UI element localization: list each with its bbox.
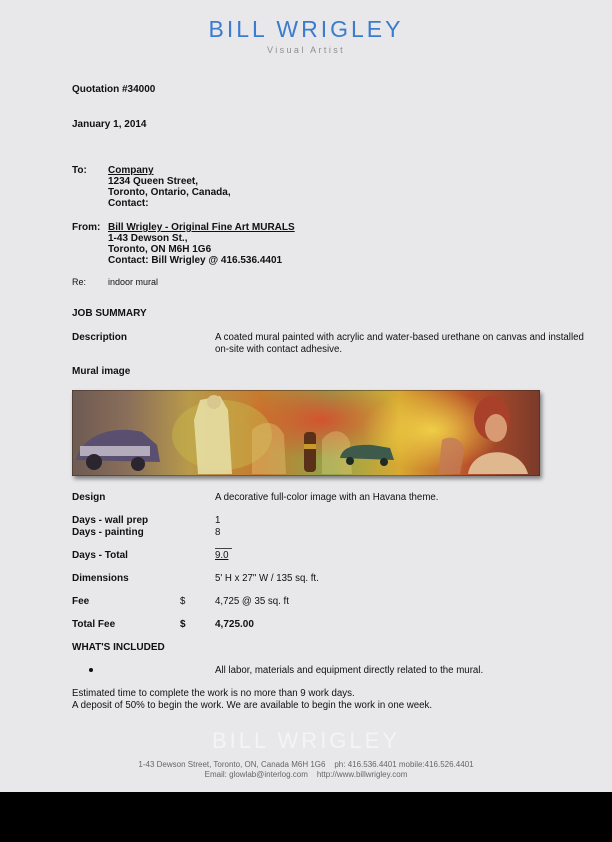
design-value: A decorative full-color image with an Havana theme. xyxy=(215,492,439,503)
to-company: Company xyxy=(108,165,154,176)
mural-image xyxy=(72,390,540,476)
note-estimated-time: Estimated time to complete the work is no more than 9 work days. xyxy=(72,688,355,699)
from-address-line2: Toronto, ON M6H 1G6 xyxy=(108,244,212,255)
dimensions-label: Dimensions xyxy=(72,573,129,584)
job-summary-heading: JOB SUMMARY xyxy=(72,308,147,319)
total-fee-value: 4,725.00 xyxy=(215,619,254,630)
quotation-date: January 1, 2014 xyxy=(72,119,147,130)
from-contact: Contact: Bill Wrigley @ 416.536.4401 xyxy=(108,255,283,266)
footer-address: 1-43 Dewson Street, Toronto, ON, Canada M6H 1G6 xyxy=(138,760,326,769)
description-line2: on-site with contact adhesive. xyxy=(215,344,343,355)
total-fee-currency: $ xyxy=(180,619,186,630)
from-name: Bill Wrigley - Original Fine Art MURALS xyxy=(108,222,295,233)
re-value: indoor mural xyxy=(108,277,159,287)
to-address-line2: Toronto, Ontario, Canada, xyxy=(108,187,231,198)
fee-value: 4,725 @ 35 sq. ft xyxy=(215,596,289,607)
days-wall-prep-label: Days - wall prep xyxy=(72,515,149,526)
total-fee-label: Total Fee xyxy=(72,619,116,630)
days-painting-label: Days - painting xyxy=(72,527,144,538)
footer-web-line xyxy=(0,770,612,779)
re-label: Re: xyxy=(72,277,87,287)
footer-contact-line xyxy=(0,760,612,769)
days-total-value: 9.0 xyxy=(215,550,229,561)
mural-image-label: Mural image xyxy=(72,366,131,377)
bottom-bar xyxy=(0,792,612,842)
included-item: All labor, materials and equipment directly related to the mural. xyxy=(215,665,484,676)
brand-name: BILL WRIGLEY xyxy=(208,16,404,42)
to-contact: Contact: xyxy=(108,198,149,209)
to-label: To: xyxy=(72,165,87,176)
from-label: From: xyxy=(72,222,101,233)
footer-phone: ph: 416.536.4401 mobile:416.526.4401 xyxy=(334,760,474,769)
sum-rule xyxy=(215,548,232,549)
days-total-label: Days - Total xyxy=(72,550,128,561)
quotation-title: Quotation #34000 xyxy=(72,84,156,95)
footer-website-link[interactable]: http://www.billwrigley.com xyxy=(316,770,408,779)
footer-brand-name: BILL WRIGLEY xyxy=(211,728,400,753)
description-line1: A coated mural painted with acrylic and water-based urethane on canvas and installed xyxy=(215,332,584,343)
footer-email[interactable]: Email: glowlab@interlog.com xyxy=(204,770,308,779)
design-label: Design xyxy=(72,492,106,503)
days-painting-value: 8 xyxy=(215,527,221,538)
dimensions-value: 5' H x 27" W / 135 sq. ft. xyxy=(215,573,319,584)
fee-label: Fee xyxy=(72,596,90,607)
from-address-line1: 1-43 Dewson St., xyxy=(108,233,188,244)
days-wall-prep-value: 1 xyxy=(215,515,221,526)
brand-tagline: Visual Artist xyxy=(266,45,346,55)
included-heading: WHAT'S INCLUDED xyxy=(72,642,165,653)
fee-currency: $ xyxy=(180,596,186,607)
note-deposit: A deposit of 50% to begin the work. We are available to begin the work in one week. xyxy=(72,700,433,711)
to-address-line1: 1234 Queen Street, xyxy=(108,176,199,187)
bullet-icon xyxy=(89,668,93,672)
description-label: Description xyxy=(72,332,128,343)
